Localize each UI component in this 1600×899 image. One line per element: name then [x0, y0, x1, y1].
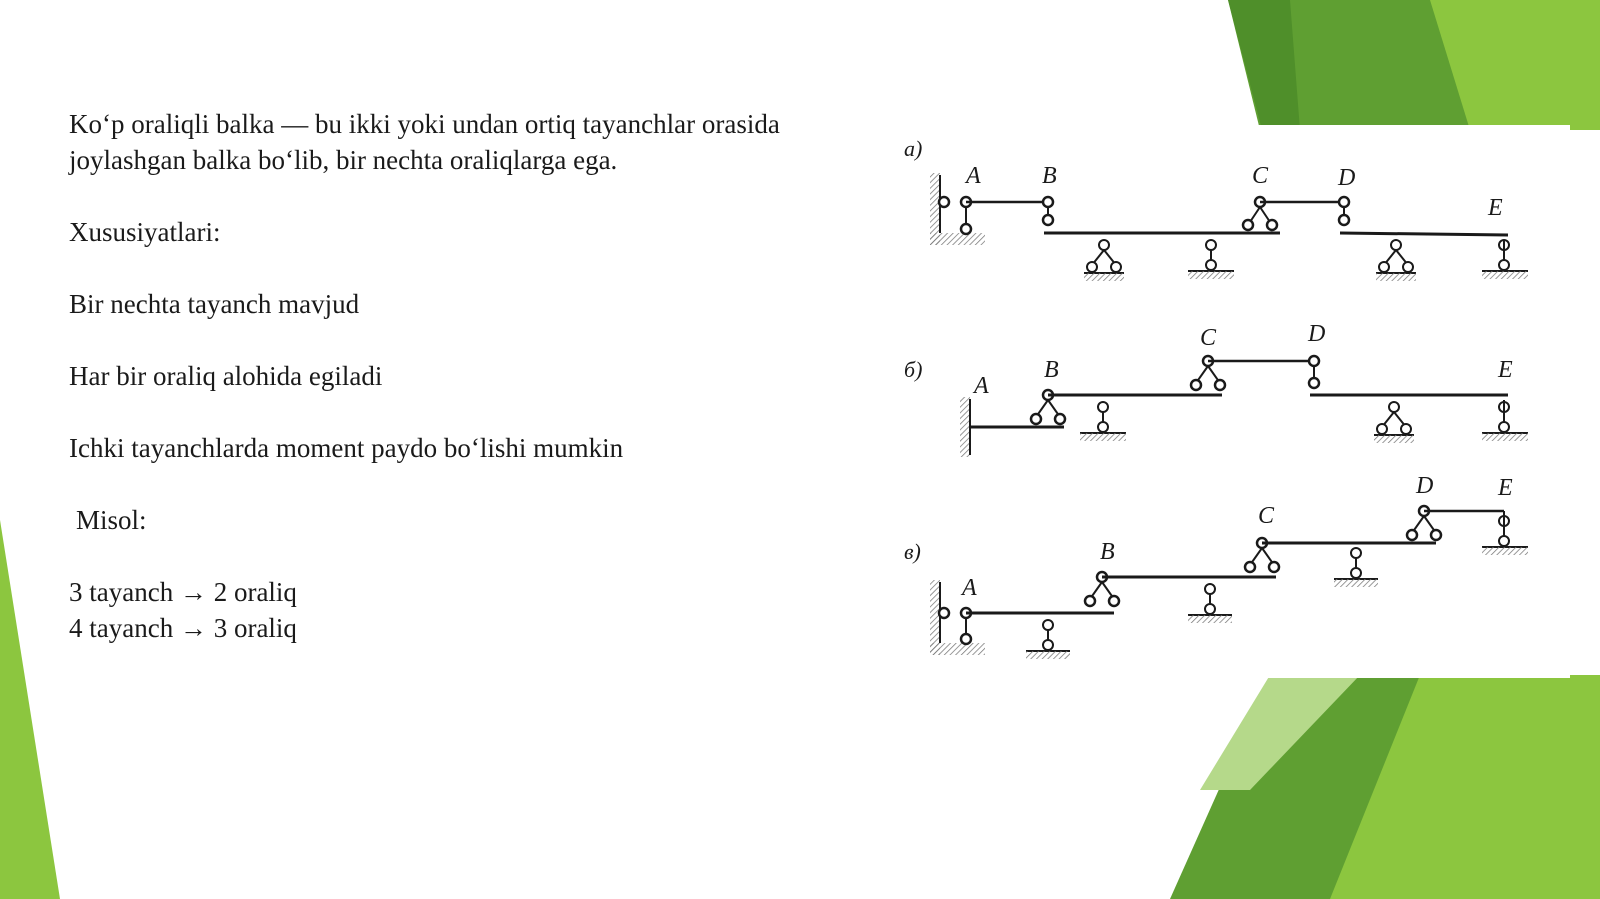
beam-diagrams-figure: [904, 125, 1570, 678]
example-item-1: 3 tayanch → 2 oraliq: [69, 577, 297, 607]
diagram-a-label: a): [904, 136, 923, 161]
diagram-c: [904, 473, 1528, 659]
feature-item-1: Bir nechta tayanch mavjud: [69, 289, 360, 319]
feature-item-3: Ichki tayanchlarda moment paydo bo‘lishi mumkin: [69, 433, 624, 463]
feature-item-2: Har bir oraliq alohida egiladi: [69, 361, 383, 391]
diagram-c-node-c: C: [1258, 503, 1275, 529]
diagram-a-node-d: D: [1338, 165, 1356, 191]
definition-line-2: joylashgan balka bo‘lib, bir nechta oraliqlarga ega.: [69, 145, 618, 175]
diagram-b-node-c: C: [1200, 325, 1217, 351]
diagram-a: [904, 136, 1528, 281]
diagram-c-node-e: E: [1498, 475, 1513, 501]
example-heading: Misol:: [76, 505, 147, 535]
diagram-a-node-c: C: [1252, 163, 1269, 189]
diagram-c-node-d: D: [1416, 473, 1434, 499]
diagram-c-label: в): [904, 539, 921, 564]
diagram-b-node-e: E: [1498, 357, 1513, 383]
diagram-b-node-b: B: [1044, 357, 1059, 383]
definition-line-1: Ko‘p oraliqli balka — bu ikki yoki undan ortiq tayanchlar orasida: [69, 109, 780, 139]
bg-shape-top-right-edge: [1228, 0, 1300, 130]
diagram-b-node-d: D: [1308, 321, 1326, 347]
diagram-a-node-e: E: [1488, 195, 1503, 221]
example-item-2: 4 tayanch → 3 oraliq: [69, 613, 297, 643]
diagram-a-node-b: B: [1042, 163, 1057, 189]
bg-shape-left-strip: [0, 520, 60, 899]
diagram-a-node-a: A: [966, 163, 981, 189]
diagram-c-node-b: B: [1100, 539, 1115, 565]
diagram-b-label: б): [904, 357, 923, 382]
features-heading: Xususiyatlari:: [69, 217, 221, 247]
text-content: [69, 106, 869, 646]
diagram-c-node-a: A: [962, 575, 977, 601]
diagram-b-node-a: A: [974, 373, 989, 399]
diagram-b: [904, 321, 1528, 457]
